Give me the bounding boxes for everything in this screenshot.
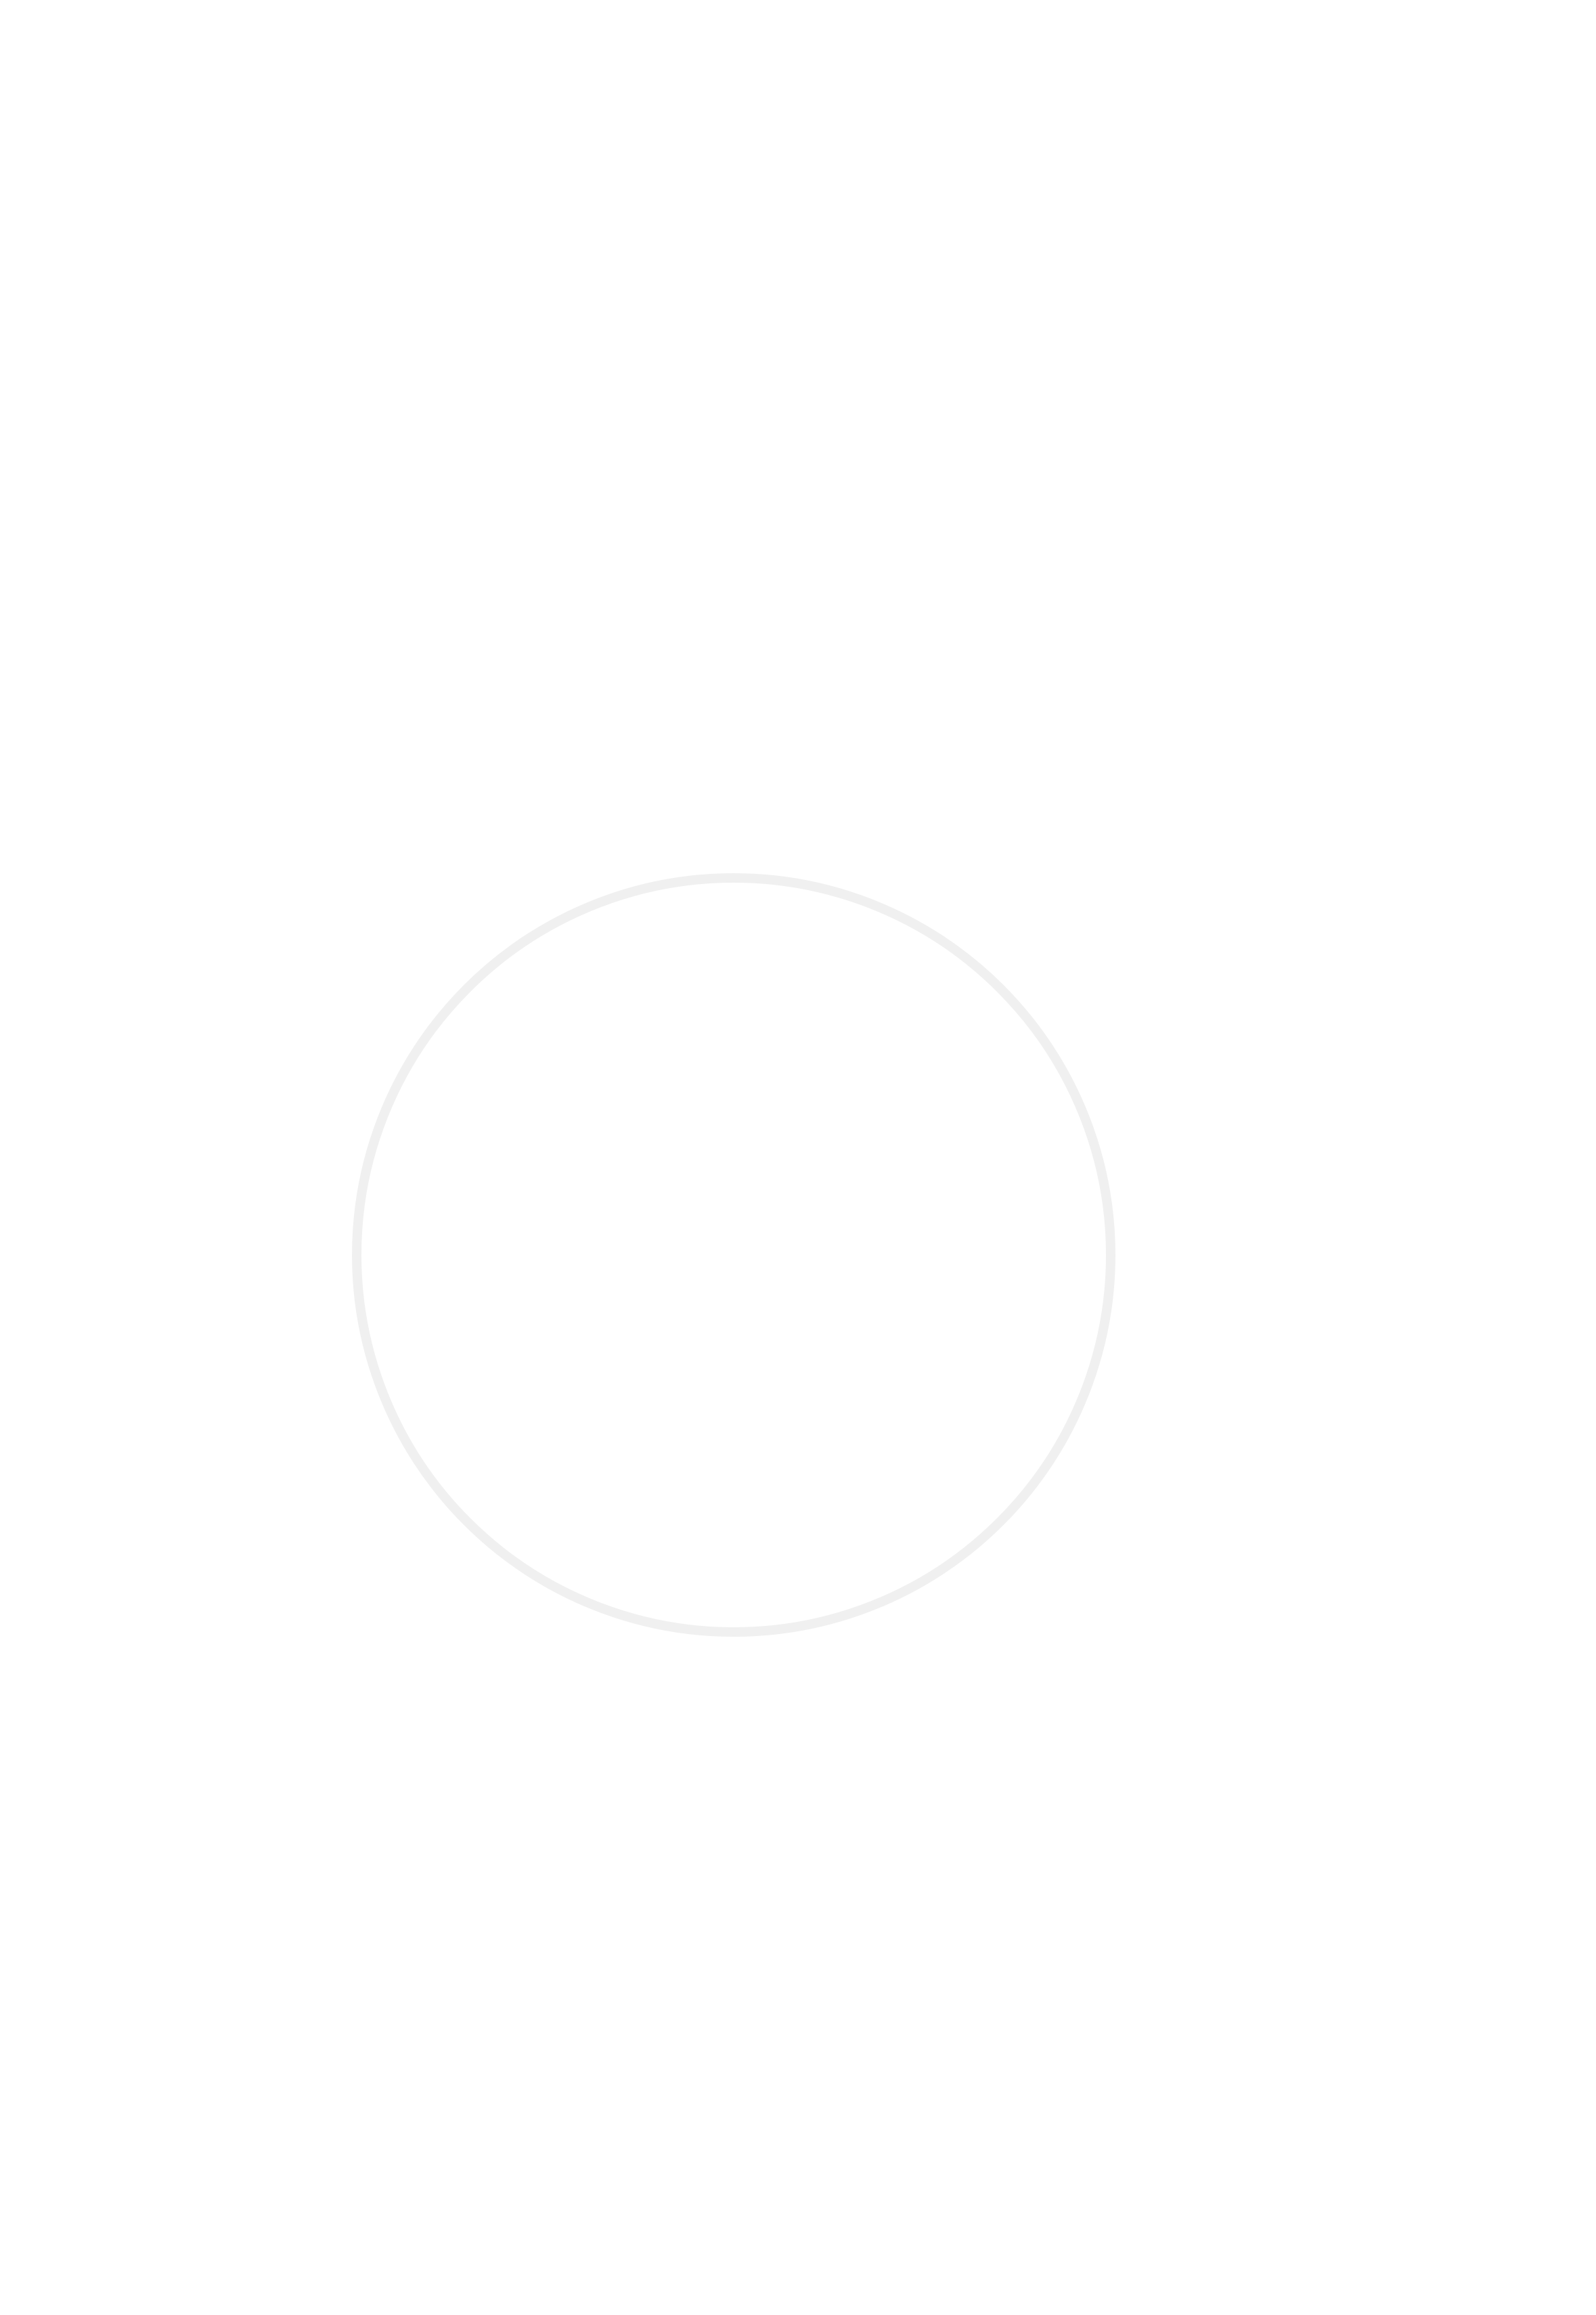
bottom-sheet [60, 1245, 1513, 2220]
top-sheet [60, 119, 1513, 1126]
